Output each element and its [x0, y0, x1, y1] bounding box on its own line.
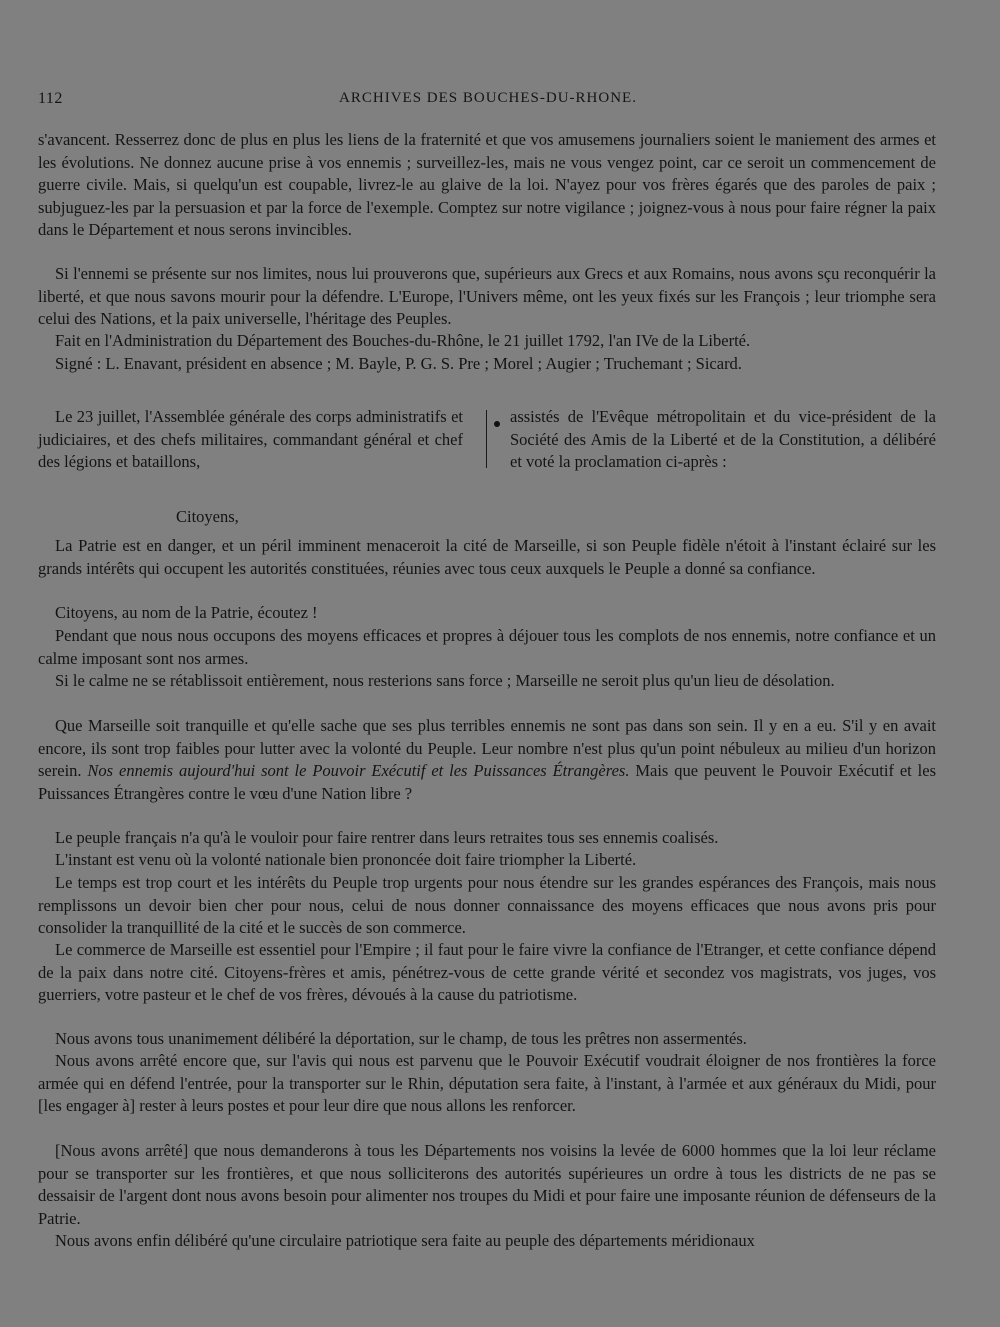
proclamation-paragraph: Nous avons tous unanimement délibéré la déportation, sur le champ, de tous les prêtres non assermentés.	[55, 1029, 747, 1048]
paragraph-signatures: Signé : L. Enavant, président en absence ; M. Bayle, P. G. S. Pre ; Morel ; Augier ; Truchemant ; Sicard.	[55, 354, 742, 373]
text-run: Que Marseille soit tranquille et qu'elle sache que ses plus terribles ennemis ne sont pas dans son sein. Il y en a eu. S'il y en avait encore, ils sont trop faibles pour lutter avec la volonté du Peuple. Leur nombre n'est plus qu'un point nébuleux au milieu d'un horizon serein.	[38, 716, 936, 780]
intro-column-left: Le 23 juillet, l'Assemblée générale des corps administratifs et judiciaires, et des chefs militaires, commandant général et chef des légions et bataillons,	[38, 407, 463, 471]
proclamation-paragraph: [Nous avons arrêté] que nous demanderons à tous les Départements nos voisins la levée de 6000 hommes que la loi leur réclame pour se transporter sur les frontières, et que nous solliciterons des autorités supérieures un ordre à tous les districts de ne pas se dessaisir de l'argent dont nous avons besoin pour alimenter nos troupes du Midi et pour faire une imposante réunion de défenseurs de la Patrie.	[38, 1141, 936, 1228]
proclamation-paragraph: Nous avons arrêté encore que, sur l'avis qui nous est parvenu que le Pouvoir Exécutif voudrait éloigner de nos frontières la force armée qui en défend l'entrée, pour la transporter sur le Rhin, députation sera faite, à l'instant, à l'armée et aux généraux du Midi, pour [les engager à] rester à leurs postes et pour leur dire que nous allons les renforcer.	[38, 1051, 936, 1115]
proclamation-paragraph: Si le calme ne se rétablissoit entièrement, nous resterions sans force ; Marseille ne seroit plus qu'un lieu de désolation.	[55, 671, 835, 690]
proclamation-paragraph: Le temps est trop court et les intérêts du Peuple trop urgents pour nous étendre sur les grandes espérances des François, mais nous remplissons un devoir bien cher pour nous, celui de nous donner connaissance des moyens efficaces que nous avons pris pour consolider la tranquillité de la cité et le succès de son commerce.	[38, 873, 936, 937]
proclamation-paragraph: La Patrie est en danger, et un péril imminent menaceroit la cité de Marseille, si son Peuple fidèle n'étoit à l'instant éclairé sur les grands intérêts qui occupent les autorités constituées, réunies avec tous ceux auxquels le Peuple a donné sa confiance.	[38, 536, 936, 578]
proclamation-paragraph: L'instant est venu où la volonté nationale bien prononcée doit faire triompher la Liberté.	[55, 850, 637, 869]
column-divider	[486, 410, 487, 468]
paragraph-continuation: s'avancent. Resserrez donc de plus en plus les liens de la fraternité et que vos amusemens journaliers soient le maniement des armes et les évolutions. Ne donnez aucune prise à vos ennemis ; surveillez-les, mais ne vous vengez point, car ce seroit un commencement de guerre civile. Mais, si quelqu'un est coupable, livrez-le au glaive de la loi. N'ayez pour vos frères égarés que des paroles de paix ; subjuguez-les par la persuasion et par la force de l'exemple. Comptez sur notre vigilance ; joignez-vous à nous pour faire régner la paix dans le Département et nous serons invincibles.	[38, 130, 936, 239]
proclamation-paragraph: Le commerce de Marseille est essentiel pour l'Empire ; il faut pour le faire vivre la confiance de l'Etranger, et cette confiance dépend de la paix dans notre cité. Citoyens-frères et amis, pénétrez-vous de cette grande vérité et secondez vos magistrats, vos juges, vos guerriers, votre pasteur et le chef de vos frères, dévoués à la cause du patriotisme.	[38, 940, 936, 1004]
proclamation-paragraph: Le peuple français n'a qu'à le vouloir pour faire rentrer dans leurs retraites tous ses ennemis coalisés.	[55, 828, 719, 847]
italic-passage: Nos ennemis aujourd'hui sont le Pouvoir Exécutif et les Puissances Étrangères.	[87, 761, 630, 780]
salutation: Citoyens,	[176, 507, 239, 526]
page-header	[38, 90, 938, 114]
proclamation-paragraph: Pendant que nous nous occupons des moyens efficaces et propres à déjouer tous les complots de nos ennemis, notre confiance et un calme imposant sont nos armes.	[38, 626, 936, 668]
proclamation-paragraph	[38, 715, 936, 805]
intro-column-right: assistés de l'Evêque métropolitain et du vice-président de la Société des Amis de la Liberté et de la Constitution, a délibéré et voté la proclamation ci-après :	[510, 407, 936, 471]
paragraph-ennemi: Si l'ennemi se présente sur nos limites, nous lui prouverons que, supérieurs aux Grecs et aux Romains, nous avons sçu reconquérir la liberté, et que nous savons mourir pour la défendre. L'Europe, l'Univers même, ont les yeux fixés sur les François ; leur triomphe sera celui des Nations, et la paix universelle, l'héritage des Peuples.	[38, 264, 936, 328]
text-run: Mais que peuvent le Pouvoir Exécutif et les Puissances Étrangères contre le vœu d'une Nation libre ?	[38, 761, 936, 803]
proclamation-paragraph: Citoyens, au nom de la Patrie, écoutez !	[55, 603, 318, 622]
proclamation-paragraph: Nous avons enfin délibéré qu'une circulaire patriotique sera faite au peuple des départements méridionaux	[55, 1231, 755, 1250]
running-title: ARCHIVES DES BOUCHES-DU-RHONE.	[339, 90, 637, 106]
paragraph-fait: Fait en l'Administration du Département des Bouches-du-Rhône, le 21 juillet 1792, l'an IVe de la Liberté.	[55, 331, 751, 350]
bullet-dot	[494, 421, 500, 427]
page-number: 112	[38, 90, 63, 107]
